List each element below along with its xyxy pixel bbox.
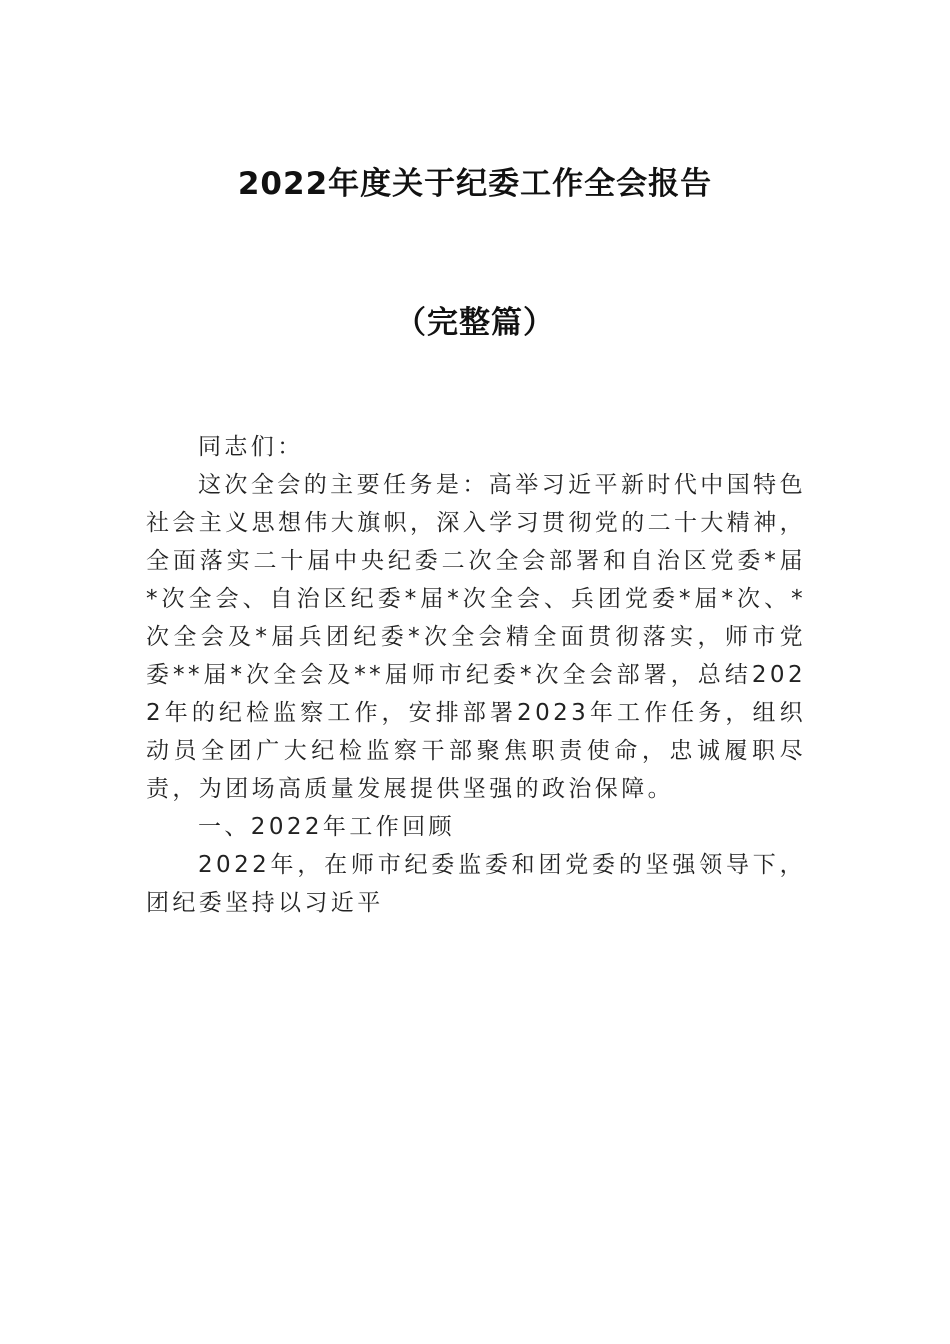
review-paragraph: 2022年，在师市纪委监委和团党委的坚强领导下，团纪委坚持以习近平 xyxy=(146,852,806,916)
greeting-paragraph: 同志们： xyxy=(198,434,304,460)
intro-paragraph: 这次全会的主要任务是：高举习近平新时代中国特色社会主义思想伟大旗帜，深入学习贯彻党的二十大精神，全面落实二十届中央纪委二次全会部署和自治区党委*届*次全会、自治区纪委*届*次全会、兵团党委*届*次、*次全会及*届兵团纪委*次全会精全面贯彻落实，师市党委**届*次全会及**届师市纪委*次全会部署，总结2022年的纪检监察工作，安排部署2023年工作任务，组织动员全团广大纪检监察干部聚焦职责使命，忠诚履职尽责，为团场高质量发展提供坚强的政治保障。 xyxy=(146,472,806,802)
document-title: 2022年度关于纪委工作全会报告 xyxy=(237,166,713,202)
document-subtitle: （完整篇） xyxy=(395,305,555,341)
document-body xyxy=(146,428,806,922)
section-heading: 一、2022年工作回顾 xyxy=(198,814,455,840)
